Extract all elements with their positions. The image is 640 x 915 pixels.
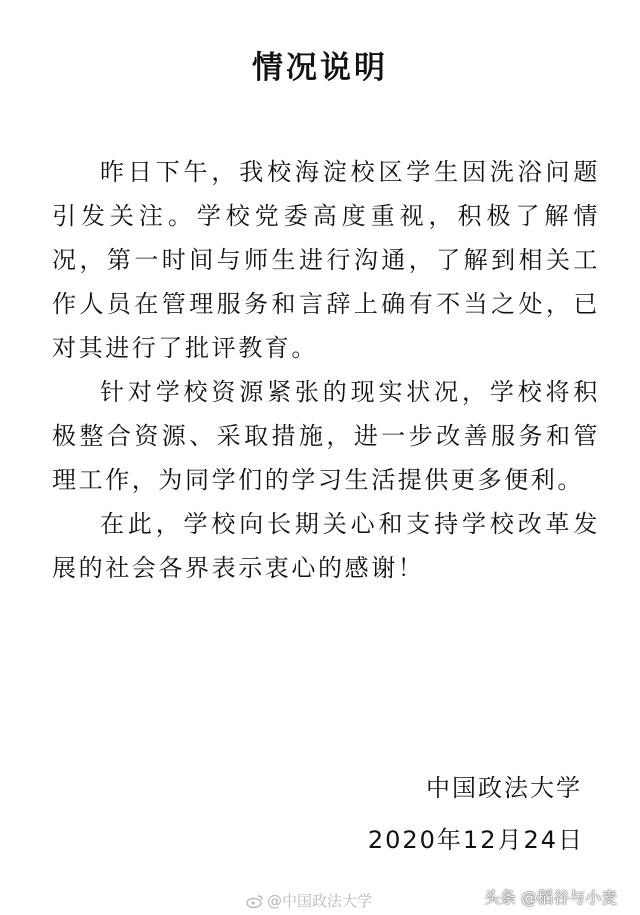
toutiao-watermark: 头条 @稻谷与小麦 [484,888,618,907]
weibo-watermark-text: @中国政法大学 [267,892,373,910]
document-title: 情况说明 [252,50,388,86]
signature: 中国政法大学 [426,774,582,802]
paragraph-3: 在此，学校向长期关心和支持学校改革发展的社会各界表示衷心的感谢！ [52,510,600,582]
document-date: 2020年12月24日 [367,826,584,854]
document-body [52,150,600,590]
paragraph-1: 昨日下午，我校海淀校区学生因洗浴问题引发关注。学校党委高度重视，积极了解情况，第一时间与师生进行沟通，了解到相关工作人员在管理服务和言辞上确有不当之处，已对其进行了批评教育。 [52,158,600,362]
paragraph-2: 针对学校资源紧张的现实状况，学校将积极整合资源、采取措施，进一步改善服务和管理工作，为同学们的学习生活提供更多便利。 [52,378,600,494]
weibo-watermark [246,890,372,911]
weibo-icon [246,894,264,908]
